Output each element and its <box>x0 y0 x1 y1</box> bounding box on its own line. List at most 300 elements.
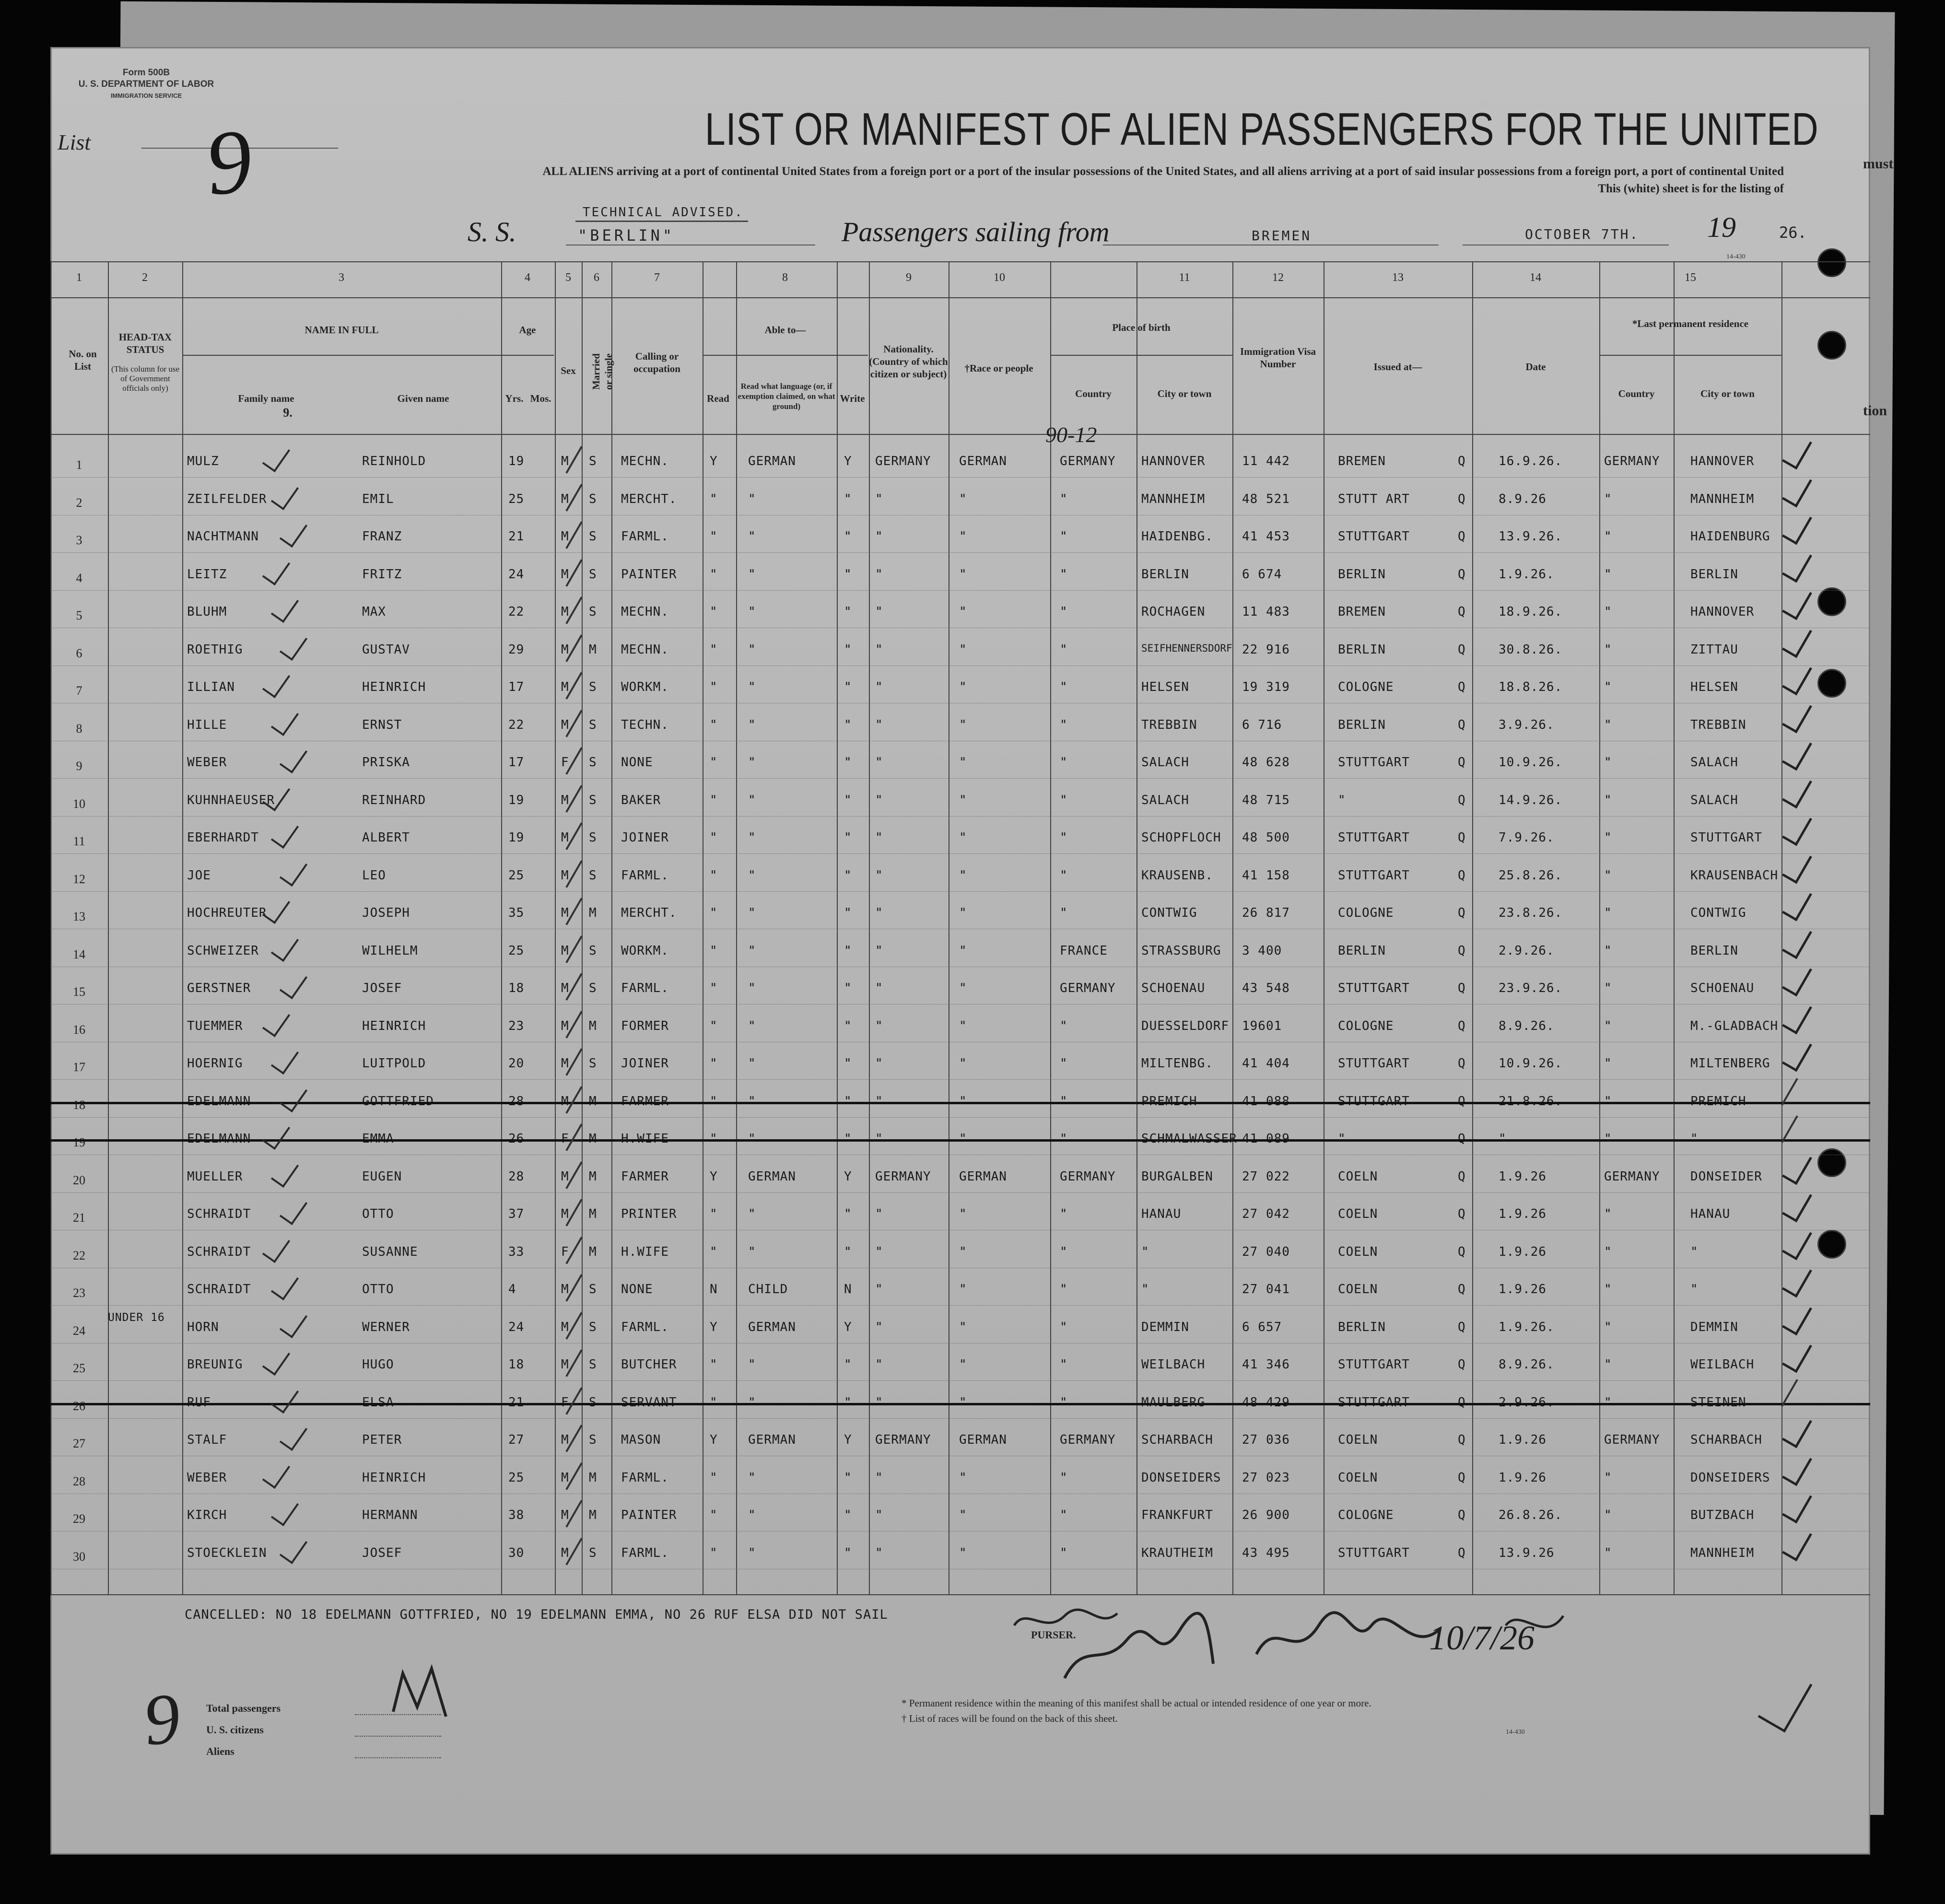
cell-visa: 27 036 <box>1242 1433 1290 1447</box>
cell-visa: 27 042 <box>1242 1207 1290 1221</box>
cell-family: WEBER <box>187 1470 227 1485</box>
cell-ms: S <box>589 1433 597 1447</box>
cell-language: " <box>748 680 756 694</box>
cell-ms: M <box>589 1094 597 1109</box>
cell-ms: S <box>589 454 597 468</box>
cell-birth-city: SCHARBACH <box>1141 1433 1213 1447</box>
cell-visa: 27 022 <box>1242 1169 1290 1184</box>
row-number: 28 <box>73 1474 85 1488</box>
cell-occupation: PAINTER <box>621 567 677 582</box>
under-16-note: UNDER 16 <box>108 1311 165 1324</box>
cell-res-city: HANNOVER <box>1690 454 1755 468</box>
department: U. S. DEPARTMENT OF LABOR <box>78 79 214 89</box>
header-write: Write <box>840 393 865 404</box>
cell-given: JOSEF <box>362 981 402 995</box>
cell-read: Y <box>710 1169 718 1184</box>
cell-given: WILHELM <box>362 943 418 958</box>
grid-vertical-line <box>869 261 870 1594</box>
column-number: 10 <box>994 271 1005 284</box>
cell-language: " <box>748 1508 756 1522</box>
cell-nationality: " <box>875 755 883 770</box>
cell-nationality: " <box>875 1357 883 1372</box>
cell-given: OTTO <box>362 1282 394 1297</box>
cell-ms: M <box>589 906 597 920</box>
grid-vertical-line <box>837 261 838 1594</box>
cell-birth-city: MILTENBG. <box>1141 1056 1213 1071</box>
header-last-residence: *Last permanent residence <box>1632 318 1749 329</box>
grid-vertical-line <box>736 261 737 1594</box>
cell-issued-at: COELN <box>1338 1244 1378 1259</box>
cell-q: Q <box>1458 868 1466 883</box>
cell-res-city: PREMICH <box>1690 1094 1746 1109</box>
cell-q: Q <box>1458 454 1466 468</box>
cell-visa: 27 041 <box>1242 1282 1290 1297</box>
header-name-in-full: NAME IN FULL <box>305 324 379 336</box>
cell-read: " <box>710 830 718 845</box>
cell-res-city: SCHARBACH <box>1690 1433 1762 1447</box>
cell-res-city: MANNHEIM <box>1690 1545 1755 1560</box>
ship-note-underline <box>575 221 748 222</box>
cell-date: " <box>1499 1132 1507 1146</box>
cell-res-city: ZITTAU <box>1690 642 1738 657</box>
us-citizens-label: U. S. citizens <box>206 1724 264 1736</box>
cell-nationality: " <box>875 1395 883 1410</box>
cell-birth-country: " <box>1060 717 1068 732</box>
cell-res-country: " <box>1604 1282 1612 1297</box>
cell-birth-city: HAIDENBG. <box>1141 529 1213 544</box>
cell-occupation: SERVANT <box>621 1395 677 1410</box>
row-number: 1 <box>76 458 82 472</box>
cell-age: 21 <box>508 1395 525 1410</box>
cell-race: " <box>959 642 967 657</box>
cell-q: Q <box>1458 830 1466 845</box>
cell-sex: F <box>561 1395 569 1410</box>
cell-birth-country: " <box>1060 1395 1068 1410</box>
cell-language: " <box>748 943 756 958</box>
ship-note: TECHNICAL ADVISED. <box>583 205 744 220</box>
cell-res-country: " <box>1604 491 1612 506</box>
cell-birth-city: TREBBIN <box>1141 717 1197 732</box>
header-no-on-list: No. on List <box>69 348 97 372</box>
cell-birth-country: " <box>1060 1282 1068 1297</box>
cell-read: " <box>710 1207 718 1221</box>
cell-date: 2.9.26. <box>1499 1395 1555 1410</box>
cell-age: 25 <box>508 1470 525 1485</box>
birth-note: 90-12 <box>1045 422 1097 447</box>
grid-vertical-line <box>1050 261 1051 1594</box>
cell-sex: M <box>561 1357 569 1372</box>
cell-issued-at: STUTTGART <box>1338 755 1410 770</box>
cell-write: " <box>844 1207 852 1221</box>
cell-sex: M <box>561 1508 569 1522</box>
edge-word: must <box>1863 156 1894 172</box>
cell-issued-at: COELN <box>1338 1470 1378 1485</box>
cell-occupation: NONE <box>621 1282 653 1297</box>
grid-vertical-line <box>555 261 556 1594</box>
cell-res-city: " <box>1690 1132 1699 1146</box>
row-number: 27 <box>73 1437 85 1450</box>
cell-write: " <box>844 1545 852 1560</box>
cell-sex: F <box>561 1244 569 1259</box>
cell-birth-country: " <box>1060 1470 1068 1485</box>
cell-issued-at: " <box>1338 793 1346 807</box>
cell-age: 35 <box>508 906 525 920</box>
cell-visa: 6 657 <box>1242 1320 1282 1334</box>
cell-race: " <box>959 1357 967 1372</box>
cell-read: " <box>710 567 718 582</box>
row-rule <box>50 1117 1870 1118</box>
cell-age: 24 <box>508 1320 525 1334</box>
cell-q: Q <box>1458 1282 1466 1297</box>
cell-birth-country: " <box>1060 680 1068 694</box>
edge-word-2: tion <box>1863 403 1887 419</box>
cell-occupation: FARMER <box>621 1169 669 1184</box>
cell-sex: M <box>561 1545 569 1560</box>
cell-occupation: MECHN. <box>621 642 669 657</box>
cell-res-country: " <box>1604 1018 1612 1033</box>
cell-ms: S <box>589 1320 597 1334</box>
cell-ms: M <box>589 1132 597 1146</box>
sailing-date: OCTOBER 7TH. <box>1525 226 1640 242</box>
cell-visa: 11 442 <box>1242 454 1290 468</box>
cell-nationality: " <box>875 1056 883 1071</box>
inspector-date: 10/7/26 <box>1429 1619 1535 1657</box>
cell-language: GERMAN <box>748 1320 796 1334</box>
cell-visa: 27 023 <box>1242 1470 1290 1485</box>
cell-read: Y <box>710 454 718 468</box>
cell-write: " <box>844 1094 852 1109</box>
cell-given: EMIL <box>362 491 394 506</box>
header-birth-city: City or town <box>1157 388 1212 399</box>
cell-nationality: GERMANY <box>875 1169 931 1184</box>
cell-nationality: " <box>875 906 883 920</box>
cell-given: GUSTAV <box>362 642 410 657</box>
cell-given: REINHOLD <box>362 454 426 468</box>
cell-birth-city: HELSEN <box>1141 680 1189 694</box>
punch-hole <box>1817 331 1846 360</box>
cell-issued-at: BERLIN <box>1338 642 1386 657</box>
row-number: 10 <box>73 796 85 811</box>
cell-res-country: " <box>1604 605 1612 619</box>
cell-occupation: MECHN. <box>621 605 669 619</box>
cell-given: PRISKA <box>362 755 410 770</box>
cell-birth-country: " <box>1060 1132 1068 1146</box>
cell-given: WERNER <box>362 1320 410 1334</box>
cell-ms: S <box>589 830 597 845</box>
cell-age: 23 <box>508 1018 525 1033</box>
cell-ms: S <box>589 717 597 732</box>
total-mark <box>384 1664 460 1721</box>
cell-age: 33 <box>508 1244 525 1259</box>
cell-birth-country: " <box>1060 491 1068 506</box>
cell-birth-city: SALACH <box>1141 793 1189 807</box>
cell-issued-at: COLOGNE <box>1338 680 1394 694</box>
cell-write: Y <box>844 1169 852 1184</box>
cell-visa: 41 453 <box>1242 529 1290 544</box>
row-number: 14 <box>73 947 85 961</box>
cell-date: 10.9.26. <box>1499 755 1563 770</box>
cell-visa: 43 495 <box>1242 1545 1290 1560</box>
cell-write: " <box>844 1018 852 1033</box>
cell-issued-at: COELN <box>1338 1282 1378 1297</box>
cell-visa: 26 900 <box>1242 1508 1290 1522</box>
header-res-country: Country <box>1618 388 1655 399</box>
cell-read: " <box>710 491 718 506</box>
row-rule <box>50 552 1870 553</box>
grid-vertical-line <box>1232 261 1233 1594</box>
cell-res-country: " <box>1604 529 1612 544</box>
cell-visa: 6 674 <box>1242 567 1282 582</box>
cell-race: " <box>959 1132 967 1146</box>
cell-birth-city: MAULBERG <box>1141 1395 1206 1410</box>
cell-res-city: DONSEIDERS <box>1690 1470 1770 1485</box>
cell-given: FRITZ <box>362 567 402 582</box>
cell-age: 20 <box>508 1056 525 1071</box>
cell-given: SUSANNE <box>362 1244 418 1259</box>
cell-nationality: " <box>875 1320 883 1334</box>
cell-birth-country: " <box>1060 1094 1068 1109</box>
column-number: 1 <box>76 271 82 284</box>
cell-occupation: H.WIFE <box>621 1244 669 1259</box>
cell-issued-at: COELN <box>1338 1433 1378 1447</box>
cell-language: CHILD <box>748 1282 788 1297</box>
cell-given: MAX <box>362 605 386 619</box>
cell-language: " <box>748 717 756 732</box>
cell-write: " <box>844 605 852 619</box>
cell-birth-country: " <box>1060 567 1068 582</box>
cell-ms: M <box>589 642 597 657</box>
cell-res-country: " <box>1604 717 1612 732</box>
cell-birth-city: MANNHEIM <box>1141 491 1206 506</box>
cell-occupation: NONE <box>621 755 653 770</box>
cell-sex: M <box>561 1018 569 1033</box>
cell-birth-city: BERLIN <box>1141 567 1189 582</box>
grid-vertical-line <box>108 261 109 1594</box>
cell-given: ELSA <box>362 1395 394 1410</box>
cell-race: " <box>959 906 967 920</box>
cell-issued-at: STUTT ART <box>1338 491 1410 506</box>
cell-sex: F <box>561 1132 569 1146</box>
cell-language: " <box>748 1056 756 1071</box>
cell-birth-country: " <box>1060 830 1068 845</box>
cell-ms: S <box>589 680 597 694</box>
cell-language: " <box>748 1545 756 1560</box>
row-rule <box>50 1418 1870 1419</box>
cell-occupation: BUTCHER <box>621 1357 677 1372</box>
cell-res-city: BERLIN <box>1690 567 1738 582</box>
footnote-races: † List of races will be found on the back of this sheet. <box>902 1713 1118 1724</box>
cell-language: " <box>748 755 756 770</box>
cell-write: " <box>844 1508 852 1522</box>
cell-date: 18.9.26. <box>1499 605 1563 619</box>
cell-given: HERMANN <box>362 1508 418 1522</box>
cell-birth-city: CONTWIG <box>1141 906 1197 920</box>
form-number: Form 500B <box>122 68 170 78</box>
row-rule <box>50 1004 1870 1005</box>
cell-family: WEBER <box>187 755 227 770</box>
cell-language: " <box>748 605 756 619</box>
cell-ms: S <box>589 1056 597 1071</box>
row-rule <box>50 853 1870 854</box>
header-issued-at: Issued at— <box>1373 361 1422 373</box>
header-race: †Race or people <box>964 362 1033 374</box>
cell-issued-at: COLOGNE <box>1338 906 1394 920</box>
cell-sex: M <box>561 868 569 883</box>
column-number: 12 <box>1272 271 1284 284</box>
form-header <box>58 67 235 102</box>
cell-q: Q <box>1458 605 1466 619</box>
header-able-to: Able to— <box>764 324 806 336</box>
cell-birth-city: DEMMIN <box>1141 1320 1189 1334</box>
cell-issued-at: BERLIN <box>1338 943 1386 958</box>
cell-sex: M <box>561 491 569 506</box>
cell-date: 1.9.26 <box>1499 1433 1547 1447</box>
cell-family: GERSTNER <box>187 981 251 995</box>
row-number: 19 <box>73 1135 85 1149</box>
cell-race: GERMAN <box>959 454 1007 468</box>
cell-given: HEINRICH <box>362 1470 426 1485</box>
cell-occupation: FARML. <box>621 1545 669 1560</box>
column-number: 11 <box>1179 271 1190 284</box>
cell-q: Q <box>1458 1320 1466 1334</box>
cell-write: " <box>844 830 852 845</box>
cell-ms: S <box>589 943 597 958</box>
row-number: 13 <box>73 910 85 923</box>
cell-date: 1.9.26. <box>1499 1320 1555 1334</box>
cell-read: " <box>710 717 718 732</box>
cell-sex: M <box>561 830 569 845</box>
header-married: Married or single <box>590 353 614 390</box>
cell-date: 8.9.26. <box>1499 1018 1555 1033</box>
grid-header-divider <box>1599 355 1781 356</box>
column-number: 4 <box>525 271 530 284</box>
cell-birth-country: " <box>1060 1508 1068 1522</box>
cell-nationality: " <box>875 529 883 544</box>
cell-res-city: WEILBACH <box>1690 1357 1755 1372</box>
cell-age: 19 <box>508 454 525 468</box>
cell-age: 29 <box>508 642 525 657</box>
cell-language: " <box>748 1357 756 1372</box>
cell-ms: S <box>589 755 597 770</box>
cell-age: 26 <box>508 1132 525 1146</box>
cell-age: 28 <box>508 1094 525 1109</box>
cell-occupation: MERCHT. <box>621 906 677 920</box>
cell-date: 2.9.26. <box>1499 943 1555 958</box>
cell-issued-at: STUTTGART <box>1338 529 1410 544</box>
cell-date: 14.9.26. <box>1499 793 1563 807</box>
cell-ms: S <box>589 605 597 619</box>
cell-q: Q <box>1458 981 1466 995</box>
cell-language: " <box>748 1470 756 1485</box>
cell-visa: 48 628 <box>1242 755 1290 770</box>
cell-visa: 41 158 <box>1242 868 1290 883</box>
cell-family: EDELMANN <box>187 1094 251 1109</box>
cell-date: 1.9.26 <box>1499 1207 1547 1221</box>
cell-occupation: FARML. <box>621 1470 669 1485</box>
row-rule <box>50 778 1870 779</box>
cell-age: 30 <box>508 1545 525 1560</box>
column-number: 2 <box>142 271 148 284</box>
cell-birth-country: " <box>1060 793 1068 807</box>
cell-visa: 41 088 <box>1242 1094 1290 1109</box>
cell-birth-country: " <box>1060 868 1068 883</box>
cell-ms: M <box>589 1018 597 1033</box>
cell-sex: M <box>561 680 569 694</box>
cell-sex: M <box>561 1433 569 1447</box>
cell-given: GOTTFRIED <box>362 1094 434 1109</box>
cell-birth-city: KRAUTHEIM <box>1141 1545 1213 1560</box>
header-read: Read <box>707 393 729 404</box>
cell-race: " <box>959 868 967 883</box>
cell-given: LEO <box>362 868 386 883</box>
header-birth-country: Country <box>1075 388 1112 399</box>
cell-issued-at: STUTTGART <box>1338 1056 1410 1071</box>
cell-language: " <box>748 491 756 506</box>
cell-q: Q <box>1458 1018 1466 1033</box>
cell-birth-city: FRANKFURT <box>1141 1508 1213 1522</box>
grid-horizontal-line <box>50 297 1870 298</box>
cell-family: ZEILFELDER <box>187 491 267 506</box>
cell-read: " <box>710 529 718 544</box>
cell-write: " <box>844 567 852 582</box>
grid-header-divider <box>1050 355 1232 356</box>
cell-visa: 43 548 <box>1242 981 1290 995</box>
cell-sex: M <box>561 1056 569 1071</box>
cell-issued-at: COLOGNE <box>1338 1508 1394 1522</box>
row-number: 11 <box>73 834 85 848</box>
cell-birth-city: SCHOPFLOCH <box>1141 830 1221 845</box>
cell-birth-country: GERMANY <box>1060 1169 1116 1184</box>
row-number: 5 <box>76 608 82 622</box>
cell-read: " <box>710 1094 718 1109</box>
punch-hole <box>1817 1148 1846 1177</box>
cell-nationality: " <box>875 1132 883 1146</box>
cell-birth-city: BURGALBEN <box>1141 1169 1213 1184</box>
footnote-permanent: * Permanent residence within the meaning of this manifest shall be actual or intended residence of one year or more. <box>902 1697 1371 1709</box>
cell-birth-country: GERMANY <box>1060 454 1116 468</box>
cell-issued-at: BREMEN <box>1338 454 1386 468</box>
cell-age: 19 <box>508 793 525 807</box>
row-number: 8 <box>76 721 82 736</box>
grid-horizontal-line <box>50 1594 1870 1595</box>
cell-sex: M <box>561 529 569 544</box>
cell-res-city: SCHOENAU <box>1690 981 1755 995</box>
cell-issued-at: STUTTGART <box>1338 1357 1410 1372</box>
cell-given: EUGEN <box>362 1169 402 1184</box>
cell-read: " <box>710 981 718 995</box>
cell-issued-at: STUTTGART <box>1338 1545 1410 1560</box>
cell-nationality: " <box>875 981 883 995</box>
cell-race: " <box>959 1470 967 1485</box>
cell-write: Y <box>844 1320 852 1334</box>
header-read-language: Read what language (or, if exemption claimed, on what ground) <box>738 382 835 411</box>
cell-ms: S <box>589 1282 597 1297</box>
cell-sex: M <box>561 454 569 468</box>
cell-date: 1.9.26. <box>1499 567 1555 582</box>
cell-race: " <box>959 755 967 770</box>
cell-birth-country: " <box>1060 1244 1068 1259</box>
cell-read: " <box>710 943 718 958</box>
row-number: 9 <box>76 759 82 773</box>
cell-race: " <box>959 529 967 544</box>
row-number: 22 <box>73 1248 85 1262</box>
grid-vertical-line <box>182 261 183 1594</box>
row-number: 12 <box>73 872 85 886</box>
cell-read: " <box>710 1244 718 1259</box>
cell-sex: M <box>561 1094 569 1109</box>
cell-write: " <box>844 755 852 770</box>
cell-write: " <box>844 868 852 883</box>
